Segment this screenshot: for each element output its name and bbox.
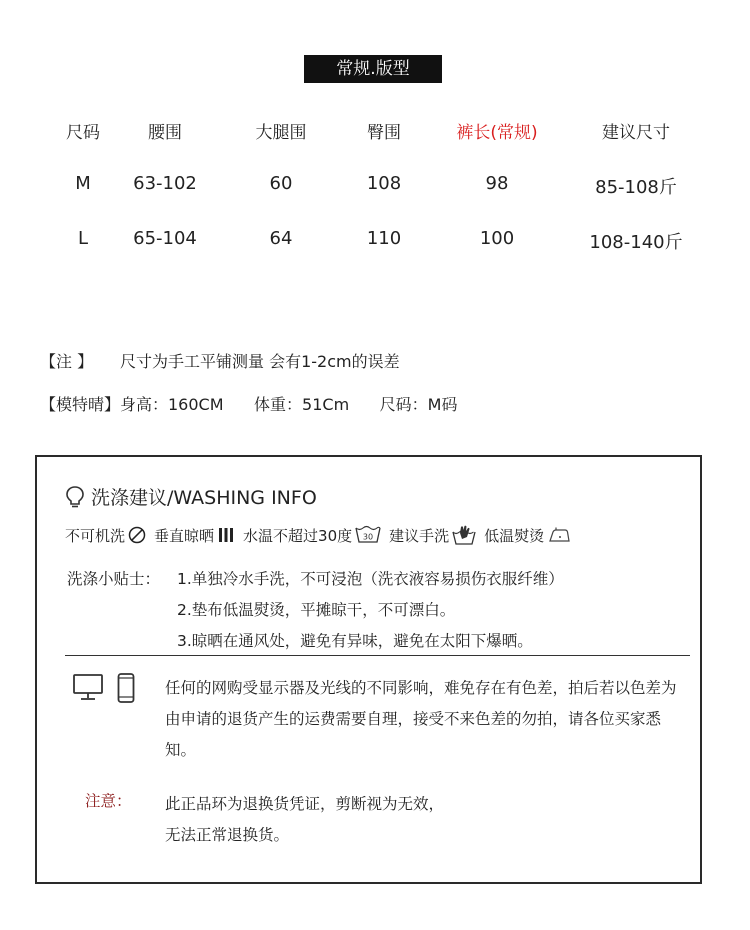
size-table [0,118,750,283]
header-hip: 臀围 [367,123,401,143]
header-thigh: 大腿围 [255,123,307,143]
phone-icon [117,673,135,703]
care-info-box [35,455,702,884]
cell-size: L [77,228,89,249]
monitor-icon [73,673,103,701]
washing-heading-text: 洗涤建议/WASHING INFO [91,487,317,509]
notice-line-1: 此正品环为退换货凭证，剪断视为无效， [165,795,445,813]
device-icons [73,673,135,703]
rule-no-machine-wash [65,525,146,546]
note-text: 尺寸为手工平铺测量 会有1-2cm的误差 [120,352,400,371]
wash-30-icon [355,525,381,545]
cell-thigh: 64 [269,228,293,249]
tip-line-3: 3.晾晒在通风处，避免有异味，避免在太阳下爆晒。 [177,632,533,650]
rule-hang-dry [154,525,235,546]
note-label: 【注 】 [40,352,94,371]
header-size: 尺码 [66,123,100,143]
tip-line-2: 2.垫布低温熨烫，平摊晾干，不可漂白。 [177,601,456,619]
no-machine-wash-icon [128,526,146,544]
rule-low-iron [484,525,571,546]
model-info: 【模特晴】身高：160CM 体重：51Cm 尺码：M码 [40,395,458,414]
rule-text: 低温熨烫 [484,526,545,545]
tip-text: 1.单独冷水手洗，不可浸泡（洗衣液容易损伤衣服纤维） [177,570,564,588]
header-waist: 腰围 [148,123,182,143]
cell-suggested: 108-140斤 [589,232,683,253]
cell-waist: 63-102 [133,173,197,194]
cell-hip: 108 [366,173,402,194]
rule-water-temp [243,525,381,546]
hand-wash-icon [452,524,476,546]
size-table-header [0,118,750,173]
table-row [0,228,750,283]
rule-text: 不可机洗 [65,526,126,545]
svg-text:30: 30 [363,532,374,542]
cell-waist: 65-104 [133,228,197,249]
measurement-note [40,349,400,372]
low-iron-icon [547,526,571,544]
notice-line-2: 无法正常退换货。 [165,826,290,844]
tips-label: 洗涤小贴士： [67,570,161,588]
color-disclaimer: 任何的网购受显示器及光线的不同影响，难免存在有色差，拍后若以色差为由申请的退货产生的运费需要自理，接受不来色差的勿拍，请各位买家悉知。 [165,679,677,759]
lightbulb-icon [65,485,85,509]
section-divider [65,655,690,656]
rule-text: 水温不超过30度 [243,526,353,545]
header-length: 裤长(常规) [456,123,538,143]
rule-text: 建议手洗 [389,526,450,545]
tip-line-1 [67,564,564,595]
table-row [0,173,750,228]
washing-tips [67,564,564,657]
page-title: 常规.版型 [304,55,442,83]
cell-length: 98 [485,173,509,194]
cell-thigh: 60 [269,173,293,194]
cell-hip: 110 [366,228,402,249]
notice-text [165,789,444,851]
rule-text: 垂直晾晒 [154,526,215,545]
rule-hand-wash [389,524,476,546]
hang-dry-icon [217,526,235,544]
cell-suggested: 85-108斤 [595,177,677,198]
cell-size: M [75,173,91,194]
care-rules [65,524,579,546]
washing-heading [65,483,317,510]
cell-length: 100 [479,228,515,249]
notice-label: 注意： [85,792,132,810]
header-suggested: 建议尺寸 [602,123,670,143]
